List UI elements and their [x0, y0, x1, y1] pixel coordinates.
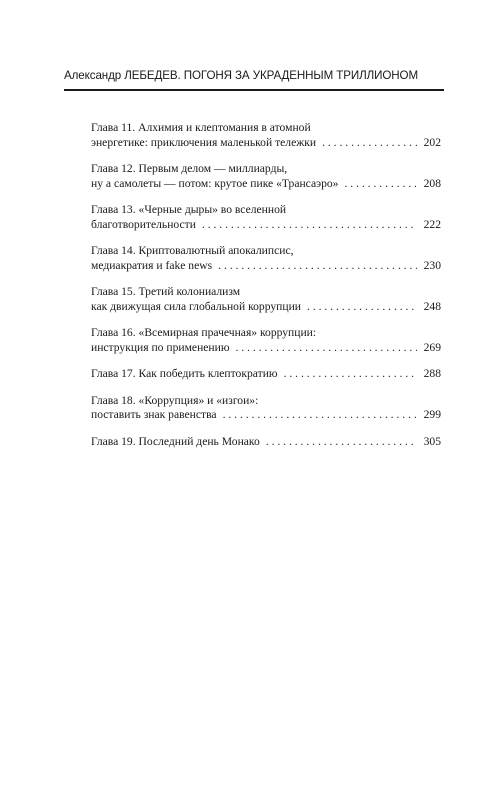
- toc-entry-ch14: [91, 244, 441, 273]
- toc-page-number: 222: [423, 217, 441, 231]
- toc-entry-ch19: [91, 435, 441, 450]
- toc-entry-ch12: [91, 162, 441, 191]
- dot-leader: [218, 259, 417, 274]
- toc-entry-title-cont: поставить знак равенства: [91, 408, 217, 421]
- toc-entry-title-cont: как движущая сила глобальной коррупции: [91, 299, 301, 313]
- dot-leader: [266, 435, 417, 450]
- dot-leader: [322, 136, 417, 151]
- toc-page-number: 269: [423, 340, 441, 354]
- toc-entry-title-cont: медиакратия и fake news: [91, 258, 213, 272]
- table-of-contents: [91, 121, 441, 461]
- toc-entry-title: Глава 16. «Всемирная прачечная» коррупции:: [91, 326, 317, 339]
- toc-entry-title: Глава 13. «Черные дыры» во вселенной: [91, 203, 287, 216]
- toc-entry-title: Глава 19. Последний день Монако: [91, 434, 260, 448]
- toc-page-number: 299: [423, 408, 441, 421]
- toc-entry-title: Глава 18. «Коррупция» и «изгои»:: [91, 393, 259, 407]
- toc-entry-title-cont: энергетике: приключения маленькой тележки: [91, 135, 317, 149]
- toc-entry-title-cont: ну а самолеты — потом: крутое пике «Трансаэро»: [91, 176, 339, 190]
- toc-page-number: 288: [423, 367, 441, 380]
- toc-entry-title: Глава 11. Алхимия и клептомания в атомной: [91, 121, 311, 134]
- toc-entry-title: Глава 12. Первым делом — миллиарды,: [91, 162, 288, 175]
- dot-leader: [344, 177, 417, 192]
- toc-entry-title-cont: благотворительности: [91, 217, 196, 231]
- toc-page-number: 202: [423, 135, 441, 149]
- header-rule: [64, 89, 444, 91]
- toc-page-number: 230: [423, 258, 441, 272]
- toc-page-number: 248: [423, 299, 441, 313]
- toc-entry-ch18: [91, 394, 441, 423]
- toc-entry-ch13: [91, 203, 441, 232]
- dot-leader: [202, 218, 417, 233]
- toc-entry-title-cont: инструкция по применению: [91, 340, 230, 354]
- dot-leader: [284, 367, 417, 382]
- toc-page-number: 305: [423, 434, 441, 448]
- toc-entry-ch11: [91, 121, 441, 150]
- dot-leader: [223, 408, 417, 423]
- toc-entry-title: Глава 17. Как победить клептократию: [91, 367, 278, 380]
- running-head: Александр ЛЕБЕДЕВ. ПОГОНЯ ЗА УКРАДЕННЫМ ТРИЛЛИОНОМ: [64, 69, 419, 82]
- toc-entry-title: Глава 14. Криптовалютный апокалипсис,: [91, 244, 294, 257]
- dot-leader: [307, 300, 417, 315]
- toc-entry-ch17: [91, 367, 441, 382]
- toc-entry-ch15: [91, 285, 441, 314]
- toc-entry-ch16: [91, 326, 441, 355]
- toc-entry-title: Глава 15. Третий колониализм: [91, 285, 241, 298]
- dot-leader: [236, 341, 418, 356]
- toc-page-number: 208: [423, 176, 441, 190]
